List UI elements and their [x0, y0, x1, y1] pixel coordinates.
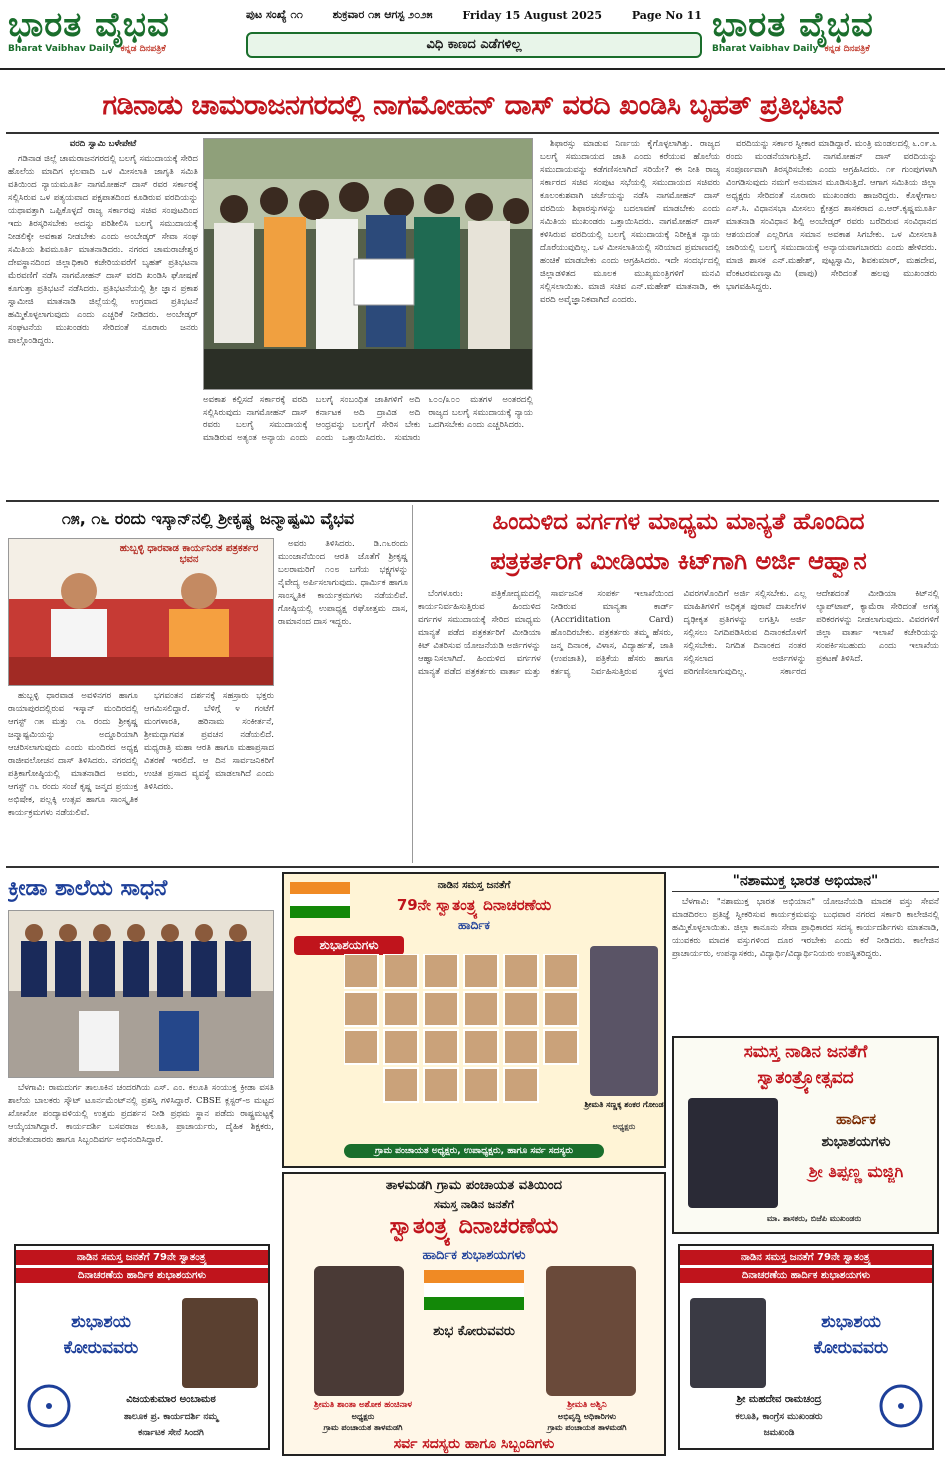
logo-right [712, 6, 942, 64]
officer-portrait [546, 1266, 636, 1396]
media-body-text: ಬೆಂಗಳೂರು: ಪತ್ರಿಕೋದ್ಯಮದಲ್ಲಿ ಕಾರ್ಯನಿರ್ವಹಿಸುತ್ತಿರುವ ಹಿಂದುಳಿದ ವರ್ಗಗಳ ಸಮುದಾಯಕ್ಕೆ ಸೇರಿದ ಮಾಧ್ಯಮ ಮಾನ್ಯತೆ ಪಡೆದ ಪತ್ರಕರ್ತರಿಗೆ ಮೀಡಿಯಾ ಕಿಟ್ ವಿತರಿಸುವ ಯೋಜನೆಯಡಿ ಅರ್ಜಿಗಳನ್ನು ಆಹ್ವಾನಿಸಲಾಗಿದೆ. ಹಿಂದುಳಿದ ವರ್ಗಗಳ ಮಾನ್ಯತೆ ಪಡೆದ ಪತ್ರಕರ್ತರು ವಾರ್ತಾ ಮತ್ತು ಸಾರ್ವಜನಿಕ ಸಂಪರ್ಕ ಇಲಾಖೆಯಿಂದ ನೀಡಿರುವ ಮಾನ್ಯತಾ ಕಾರ್ಡ್ (Accriditation Card) ಹೊಂದಿರಬೇಕು. ಪತ್ರಕರ್ತರು ತಮ್ಮ ಹೆಸರು, ಜನ್ಮ ದಿನಾಂಕ, ವಿಳಾಸ, ವಿದ್ಯಾರ್ಹತೆ, ಜಾತಿ (ಉಪಜಾತಿ), ಪತ್ರಿಕೆಯ ಹೆಸರು ಹಾಗೂ ಕರ್ತವ್ಯ ನಿರ್ವಹಿಸುತ್ತಿರುವ ಸ್ಥಳದ ವಿವರಗಳೊಂದಿಗೆ ಅರ್ಜಿ ಸಲ್ಲಿಸಬೇಕು. ಎಲ್ಲ ಮಾಹಿತಿಗಳಿಗೆ ಅಧಿಕೃತ ಪುರಾವೆ ದಾಖಲೆಗಳ ದೃಢೀಕೃತ ಪ್ರತಿಗಳನ್ನು ಲಗತ್ತಿಸಿ ಅರ್ಜಿ ಸಲ್ಲಿಸಲು ನಿಗದಿಪಡಿಸಿರುವ ದಿನಾಂಕದೊಳಗೆ ಸಲ್ಲಿಸಬೇಕು. ನಿಗದಿತ ದಿನಾಂಕದ ನಂತರ ಸಲ್ಲಿಸಲಾದ ಅರ್ಜಿಗಳನ್ನು ಪರಿಗಣಿಸಲಾಗುವುದಿಲ್ಲ. ಸರ್ಕಾರದ ಆದೇಶದಂತೆ ಮೀಡಿಯಾ ಕಿಟ್‌ನಲ್ಲಿ ಲ್ಯಾಪ್‌ಟಾಪ್, ಕ್ಯಾಮೆರಾ ಸೇರಿದಂತೆ ಅಗತ್ಯ ಪರಿಕರಗಳನ್ನು ನೀಡಲಾಗುವುದು. ವಿವರಗಳಿಗೆ ಜಿಲ್ಲಾ ವಾರ್ತಾ ಇಲಾಖೆ ಕಚೇರಿಯನ್ನು ಸಂಪರ್ಕಿಸಬಹುದು ಎಂದು ಇಲಾಖೆಯ ಪ್ರಕಟಣೆ ತಿಳಿಸಿದೆ. [418, 589, 939, 677]
ad-subtitle: ಹಾರ್ದಿಕ [458, 918, 490, 932]
iskcon-body-c: ಅವರು ತಿಳಿಸಿದರು. ಡಿ.೧೬ರಂದು ಮುಂಜಾನೆಯಿಂದ ಆರತಿ ಜೊತೆಗೆ ಶ್ರೀಕೃಷ್ಣ ಬಲರಾಮರಿಗೆ ೧೦೮ ಬಗೆಯ ಭಕ್ಷ್ಯಗಳನ್ನು ನೈವೇದ್ಯ ಅರ್ಪಿಸಲಾಗುವುದು. ಧಾರ್ಮಿಕ ಹಾಗೂ ಸಾಂಸ್ಕೃತಿಕ ಕಾರ್ಯಕ್ರಮಗಳು ನಡೆಯಲಿವೆ. ಗೋಷ್ಠಿಯಲ್ಲಿ ಉಪಾಧ್ಯಕ್ಷ ರಘೋತ್ತಮ ದಾಸ, ರಾಮಾನಂದ ದಾಸ ಇದ್ದರು. [278, 539, 408, 627]
nasha-body [672, 896, 939, 1034]
lead-body-4: ವರದಿಯನ್ನು ಸರ್ಕಾರ ಸ್ವೀಕಾರ ಮಾಡಿದ್ದಾರೆ. ಮಂತ್ರಿ ಮಂಡಲದಲ್ಲಿ ೬.೦೯.೬ ರಂದು ಮಂಡನೆಯಾಗುತ್ತಿದೆ. ನಾಗಮೋಹನ್ ದಾಸ್ ವರದಿಯನ್ನು ಸಂಪೂರ್ಣವಾಗಿ ತಿರಸ್ಕರಿಸಬೇಕು ಎಂದು ಆಗ್ರಹಿಸಿದರು. ೧೯ ಗುಂಪುಗಳಾಗಿ ವಿಂಗಡಿಸುವುದು ನಮಗೆ ಅನುಮಾನ ಮೂಡಿಸುತ್ತಿದೆ. ಆಗಾಗ ಸಮಿತಿಯ ಜಿಲ್ಲಾ ಅಧ್ಯಕ್ಷರು ಸೇರಿದಂತೆ ನೂರಾರು ಮುಖಂಡರು ಹಾಜರಿದ್ದರು. ಕೊಳ್ಳೇಗಾಲ ಎಸ್.ಸಿ. ವಿಧಾನಸಭಾ ಮೀಸಲು ಕ್ಷೇತ್ರದ ಶಾಸಕರಾದ ಎ.ಆರ್.ಕೃಷ್ಣಮೂರ್ತಿ ಮಾತನಾಡಿ ಸಂವಿಧಾನ ಶಿಲ್ಪಿ ಅಂಬೇಡ್ಕರ್ ರವರು ಬರೆದಿರುವ ಸಂವಿಧಾನದ ಆಶಯದಂತೆ ಎಲ್ಲರಿಗೂ ಸಮಾನ ಅವಕಾಶ ಸಿಗಬೇಕು. ಒಳ ಮೀಸಲಾತಿ ಜಾರಿಯಲ್ಲಿ ಬಲಗೈ ಸಮುದಾಯಕ್ಕೆ ಅನ್ಯಾಯವಾಗಬಾರದು ಎಂದು ಹೇಳಿದರು. ಮಾಜಿ ಶಾಸಕ ಎನ್.ಮಹೇಶ್, ಪುಟ್ಟಸ್ವಾಮಿ, ಶಿವಕುಮಾರ್, ಮಹದೇವ, ವೆಂಕಟರಮಣಸ್ವಾಮಿ (ಪಾಪು) ಸೇರಿದಂತೆ ಹಲವು ಮುಖಂಡರು ಭಾಗವಹಿಸಿದ್ದರು. [726, 139, 937, 292]
ad-left-person-org: ಗ್ರಾಮ ಪಂಚಾಯತ ತಾಳಮಡಗಿ [323, 1423, 403, 1432]
masthead [0, 0, 945, 70]
ad-title: ದಿನಾಚರಣೆಯ ಹಾರ್ದಿಕ ಶುಭಾಶಯಗಳು [16, 1268, 268, 1283]
ad-person-name: ಶ್ರೀ ತಿಪ್ಪಣ್ಣ ಮಜ್ಜಿಗಿ [808, 1162, 904, 1181]
sponsor-portrait [690, 1298, 766, 1388]
ad-right-person-name: ಶ್ರೀಮತಿ ಅಶ್ವಿನಿ [567, 1400, 607, 1410]
ad-person-name: ವಿಜಯಕುಮಾರ ಅಂಬಾಮಠ [126, 1394, 216, 1405]
ad-greeting: ನಾಡಿನ ಸಮಸ್ತ ಜನತೆಗೆ 79ನೇ ಸ್ವಾತಂತ್ರ್ಯ [16, 1250, 268, 1265]
iskcon-body-b: ಭಗವಂತನ ದರ್ಶನಕ್ಕೆ ಸಹಸ್ರಾರು ಭಕ್ತರು ಆಗಮಿಸಲಿದ್ದಾರೆ. ಬೆಳಿಗ್ಗೆ ೪ ಗಂಟೆಗೆ ಮಂಗಳಾರತಿ, ಹರಿನಾಮ ಸಂಕೀರ್ತನೆ, ಶ್ರೀಮದ್ಭಾಗವತ ಪ್ರವಚನ ನಡೆಯಲಿದೆ. ಮಧ್ಯರಾತ್ರಿ ಮಹಾ ಆರತಿ ಹಾಗೂ ಮಹಾಪ್ರಸಾದ ವಿತರಣೆ ಇರಲಿದೆ. ಆ ದಿನ ಸಾರ್ವಜನಿಕರಿಗೆ ಉಚಿತ ಪ್ರಸಾದ ವ್ಯವಸ್ಥೆ ಮಾಡಲಾಗಿದೆ ಎಂದು ತಿಳಿಸಿದರು. [144, 691, 274, 792]
media-body [418, 588, 939, 863]
protest-photo-caption: ಅವಕಾಶ ಕಲ್ಪಿಸದೆ ಸರ್ಕಾರಕ್ಕೆ ವರದಿ ಸಲ್ಲಿಸಿರುವುದು ನಾಗಮೋಹನ್ ದಾಸ್ ರವರು ಬಲಗೈ ಸಮುದಾಯಕ್ಕೆ ಮಾಡಿರುವ ಅತ್ಯಂತ ಅನ್ಯಾಯ ಎಂದು ಬಲಗೈ ಸಂಬಂಧಿತ ಜಾತಿಗಳಿಗೆ ಅದಿ ಕರ್ನಾಟಕ ಅದಿ ದ್ರಾವಿಡ ಅದಿ ಆಂಧ್ರವನ್ನು ಬಲಗೈಗೆ ಸೇರಿಸ ಬೇಕು ಎಂದು ಒತ್ತಾಯಿಸಿದರು. ಸುಮಾರು ೬೦೦/೩೦೦ ಮತಗಳ ಅಂತರದಲ್ಲಿ ರಾಜ್ಯದ ಬಲಗೈ ಸಮುದಾಯಕ್ಕೆ ನ್ಯಾಯ ಒದಗಿಸಬೇಕು ಎಂದು ಎಚ್ಚರಿಸಿದರು. [203, 395, 533, 443]
masthead-motto: ವಿಧಿ ಕಾಣದ ಎಡೆಗಳಿಲ್ಲ [246, 32, 702, 58]
ad-person-role: ತಾಲೂಕ ಪ್ರ. ಕಾರ್ಯದರ್ಶಿ ನಮ್ಮ [123, 1412, 219, 1422]
lead-column-3 [540, 138, 720, 496]
media-headline-line1: ಹಿಂದುಳಿದ ವರ್ಗಗಳ ಮಾಧ್ಯಮ ಮಾನ್ಯತೆ ಹೊಂದಿದ [492, 509, 865, 535]
ad-sponsor-line: ತಾಳಮಡಗಿ ಗ್ರಾಮ ಪಂಚಾಯತ ವತಿಯಿಂದ [385, 1178, 563, 1193]
nasha-headline: "ನಶಾಮುಕ್ತ ಭಾರತ ಅಭಿಯಾನ" [672, 870, 939, 892]
logo-left [8, 6, 238, 64]
ad-left-person-name: ಶ್ರೀಮತಿ ಶಾಂತಾ ಅಶೋಕ ಹಂಚಿನಾಳ [314, 1400, 412, 1410]
ad-wishes-badge: ಶುಭಾಶಯಗಳು [294, 936, 404, 955]
ad-wishes-line2: ಕೋರುವವರು [63, 1338, 139, 1358]
media-headline-line2: ಪತ್ರಕರ್ತರಿಗೆ ಮೀಡಿಯಾ ಕಿಟ್‌ಗಾಗಿ ಅರ್ಜಿ ಆಹ್ವಾನ [490, 547, 867, 575]
protest-photo [203, 138, 533, 390]
ad-right-person-org: ಗ್ರಾಮ ಪಂಚಾಯತ ತಾಳಮಡಗಿ [547, 1423, 627, 1432]
sports-body-text: ಬೆಳಗಾವಿ: ರಾಮದುರ್ಗ ತಾಲೂಕಿನ ಚಂದರಗಿಯ ಎಸ್. ಎಂ. ಕಲೂತಿ ಸಂಯುಕ್ತ ಕ್ರೀಡಾ ವಸತಿ ಶಾಲೆಯ ಬಾಲಕರು ಸ್ಕೌಟ್ ಟೂರ್ನಮೆಂಟ್‌ನಲ್ಲಿ ಪ್ರಶಸ್ತಿ ಗಳಿಸಿದ್ದಾರೆ. CBSE ಕ್ಲಸ್ಟರ್-೮ ಮಟ್ಟದ ಖೋಖೋ ಪಂದ್ಯಾವಳಿಯಲ್ಲಿ ಉತ್ತಮ ಪ್ರದರ್ಶನ ನೀಡಿ ಪ್ರಥಮ ಸ್ಥಾನ ಪಡೆದು ರಾಷ್ಟ್ರಮಟ್ಟಕ್ಕೆ ಆಯ್ಕೆಯಾಗಿದ್ದಾರೆ. ಕಾರ್ಯದರ್ಶಿ ಬಸವರಾಜ ಕಲೂತಿ, ಪ್ರಾಚಾರ್ಯರು, ದೈಹಿಕ ಶಿಕ್ಷಕರು, ತರಬೇತುದಾರರು ಹಾಗೂ ಸಿಬ್ಬಂದಿವರ್ಗ ಅಭಿನಂದಿಸಿದ್ದಾರೆ. [8, 1083, 274, 1145]
sponsor-portrait [182, 1298, 258, 1388]
president-portrait [314, 1266, 404, 1396]
kannada-date: ಶುಕ್ರವಾರ ೧೫ ಆಗಸ್ಟ ೨೦೨೫ [332, 8, 433, 21]
ad-greeting: ಸಮಸ್ತ ನಾಡಿನ ಜನತೆಗೆ [743, 1042, 868, 1062]
independence-day-ad-mla [672, 1036, 939, 1234]
ashoka-chakra-icon [24, 1376, 74, 1436]
logo-sub-kn: ಕನ್ನಡ ದಿನಪತ್ರಿಕೆ [824, 44, 870, 54]
independence-day-ad-panchayat [282, 872, 666, 1168]
sports-team-photo [8, 910, 274, 1078]
issue-number: ಪುಟ ಸಂಖ್ಯೆ ೧೧ [246, 8, 303, 21]
ad-person-name: ಶ್ರೀಮತಿ ಸಣ್ಣಕ್ಕ ಶಂಕರ ಗೋಂಡ [584, 1100, 664, 1109]
ad-left-person-role: ಅಧ್ಯಕ್ಷರು [351, 1412, 375, 1421]
ad-subtitle: ಹಾರ್ದಿಕ ಶುಭಾಶಯಗಳು [422, 1248, 526, 1263]
independence-day-ad-karnataka-sene [14, 1244, 270, 1450]
logo-subtitle [8, 44, 238, 54]
logo-name: ಭಾರತ ವೈಭವ [8, 5, 170, 45]
independence-day-ad-congress [678, 1244, 934, 1450]
iskcon-headline: ೧೫, ೧೬ ರಂದು ಇಸ್ಕಾನ್‌ನಲ್ಲಿ ಶ್ರೀಕೃಷ್ಣ ಜನ್ಮಾಷ್ಟಮಿ ವೈಭವ [61, 509, 355, 528]
ad-subtitle: ಹಾರ್ದಿಕ [836, 1110, 876, 1128]
ad-title: ದಿನಾಚರಣೆಯ ಹಾರ್ದಿಕ ಶುಭಾಶಯಗಳು [680, 1268, 932, 1283]
ad-right-person-role: ಅಭಿವೃದ್ಧಿ ಅಧಿಕಾರಿಗಳು [557, 1412, 617, 1421]
iskcon-column-1 [8, 690, 138, 860]
ad-title: ಸ್ವಾತಂತ್ರ್ಯ ದಿನಾಚರಣೆಯ [389, 1214, 559, 1239]
ad-wishes: ಶುಭ ಕೋರುವವರು [433, 1324, 515, 1339]
independence-day-ad-talamadagi [282, 1172, 666, 1456]
divider [6, 866, 939, 868]
logo-sub-en: Bharat Vaibhav Daily [8, 44, 115, 54]
iskcon-photo [8, 538, 274, 686]
ad-greeting: ನಾಡಿನ ಸಮಸ್ತ ಜನತೆಗೆ 79ನೇ ಸ್ವಾತಂತ್ರ್ಯ [680, 1250, 932, 1265]
nasha-body-text: ಬೆಳಗಾವಿ: "ನಶಾಮುಕ್ತ ಭಾರತ ಅಭಿಯಾನ" ಯೋಜನೆಯಡಿ ಮಾದಕ ವಸ್ತು ಸೇವನೆ ಮಾಡದಿರಲು ಪ್ರತಿಜ್ಞೆ ಸ್ವೀಕರಿಸುವ ಕಾರ್ಯಕ್ರಮವನ್ನು ಬುಧವಾರ ನಗರದ ಸರ್ಕಾರಿ ಕಾಲೇಜಿನಲ್ಲಿ ಹಮ್ಮಿಕೊಳ್ಳಲಾಯಿತು. ಜಿಲ್ಲಾ ಕಾನೂನು ಸೇವಾ ಪ್ರಾಧಿಕಾರದ ಸದಸ್ಯ ಕಾರ್ಯದರ್ಶಿಗಳು ಮಾತನಾಡಿ, ಯುವಕರು ಮಾದಕ ವಸ್ತುಗಳಿಂದ ದೂರ ಇರಬೇಕು ಎಂದು ಕರೆ ನೀಡಿದರು. ಕಾಲೇಜಿನ ಪ್ರಾಚಾರ್ಯರು, ಉಪನ್ಯಾಸಕರು, ವಿದ್ಯಾರ್ಥಿ/ವಿದ್ಯಾರ್ಥಿನಿಯರು ಉಪಸ್ಥಿತರಿದ್ದರು. [672, 897, 939, 959]
ad-wishes-line1: ಶುಭಾಶಯ [821, 1312, 881, 1332]
page-number: Page No 11 [631, 8, 702, 22]
sports-body [8, 1082, 274, 1234]
ad-title: 79ನೇ ಸ್ವಾತಂತ್ರ್ಯ ದಿನಾಚರಣೆಯ [396, 896, 552, 914]
ad-person-role: ಮಾ. ಶಾಸಕರು, ಬಿಜೆಪಿ ಮುಖಂಡರು [766, 1214, 862, 1223]
lead-headline: ಗಡಿನಾಡು ಚಾಮರಾಜನಗರದಲ್ಲಿ ನಾಗಮೋಹನ್ ದಾಸ್ ವರದಿ ಖಂಡಿಸಿ ಬೃಹತ್ ಪ್ರತಿಭಟನೆ [102, 90, 843, 121]
sports-headline: ಕ್ರೀಡಾ ಶಾಲೆಯ ಸಾಧನೆ [8, 876, 168, 901]
photo-banner-text: ಹುಬ್ಬಳ್ಳಿ ಧಾರವಾಡ ಕಾರ್ಯನಿರತ ಪತ್ರಕರ್ತರ ಭವನ [119, 543, 259, 565]
lead-body-3: ಶಿಫಾರಸ್ಸು ಮಾಡುವ ನಿರ್ಣಯ ಕೈಗೊಳ್ಳಲಾಗಿತ್ತು. ರಾಜ್ಯದ ಬಲಗೈ ಸಮುದಾಯದ ಜಾತಿ ಎಂದು ಕರೆಯುವ ಹೊಲೆಯ ಸಮುದಾಯವನ್ನು ಕಡೆಗಣಿಸಲಾಗಿದೆ ಸರಿಯೇ? ಈ ನೀತಿ ರಾಜ್ಯ ಸರ್ಕಾರದ ಸಚಿವ ಸಂಪುಟ ಸಭೆಯಲ್ಲಿ ಸಮುದಾಯದ ಸಚಿವರು ಕೂಲಂಕುಶವಾಗಿ ಚರ್ಚೆಯನ್ನು ನಡೆಸಿ ನಾಗಮೋಹನ್ ದಾಸ್ ವರದಿಯ ಶಿಫಾರಸ್ಸುಗಳನ್ನು ಬದಲಾವಣೆ ಮಾಡಬೇಕು ಎಂದು ಸಮಿತಿಯ ಮುಖಂಡರು ಒತ್ತಾಯಿಸಿದರು. ನಾಗಮೋಹನ್ ದಾಸ್ ಕಳಿಸಿರುವ ವರದಿಯಲ್ಲಿ ಬಲಗೈ ಸಮುದಾಯಕ್ಕೆ ನಿರೀಕ್ಷಿತ ನ್ಯಾಯ ದೊರೆಯುವುದಿಲ್ಲ. ಒಳ ಮೀಸಲಾತಿಯಲ್ಲಿ ಸರಿಯಾದ ಪ್ರಮಾಣದಲ್ಲಿ ಹಂಚಿಕೆ ಮಾಡಬೇಕು ಎಂದು ಆಗ್ರಹಿಸಿದರು. ಇದೇ ಸಂದರ್ಭದಲ್ಲಿ ಜಿಲ್ಲಾಡಳಿತದ ಮೂಲಕ ಮುಖ್ಯಮಂತ್ರಿಗಳಿಗೆ ಮನವಿ ಸಲ್ಲಿಸಲಾಯಿತು. ಮಾಜಿ ಸಚಿವ ಎನ್.ಮಹೇಶ್ ಮಾತನಾಡಿ, ಈ ವರದಿ ಅವೈಜ್ಞಾನಿಕವಾಗಿದೆ ಎಂದರು. [540, 139, 720, 305]
iskcon-body-a: ಹುಬ್ಬಳ್ಳಿ ಧಾರವಾಡ ಅವಳಿನಗರ ಹಾಗೂ ರಾಯಾಪುರದಲ್ಲಿರುವ ಇಸ್ಕಾನ್ ಮಂದಿರದಲ್ಲಿ ಆಗಸ್ಟ್ ೧೫ ಮತ್ತು ೧೬ ರಂದು ಶ್ರೀಕೃಷ್ಣ ಜನ್ಮಾಷ್ಟಮಿಯನ್ನು ಅದ್ದೂರಿಯಾಗಿ ಆಚರಿಸಲಾಗುವುದು ಎಂದು ಮಂದಿರದ ಅಧ್ಯಕ್ಷ ರಾಜೀವಲೋಚನ ದಾಸ್ ತಿಳಿಸಿದರು. ನಗರದಲ್ಲಿ ಪತ್ರಿಕಾಗೋಷ್ಠಿಯಲ್ಲಿ ಮಾತನಾಡಿದ ಅವರು, ಆಗಸ್ಟ್ ೧೬ ರಂದು ಸಂಜೆ ಕೃಷ್ಣ ಜನ್ಮದ ಪ್ರಯುಕ್ತ ಅಭಿಷೇಕ, ಪಲ್ಲಕ್ಕಿ ಉತ್ಸವ ಹಾಗೂ ಸಾಂಸ್ಕೃತಿಕ ಕಾರ್ಯಕ್ರಮಗಳು ನಡೆಯಲಿವೆ. [8, 691, 138, 818]
iskcon-column-2 [144, 690, 274, 860]
ad-person-role: ಕಲೂತಿ, ಕಾಂಗ್ರೆಸ ಮುಖಂಡರು [735, 1412, 823, 1422]
ad-greeting: ಸಮಸ್ತ ನಾಡಿನ ಜನತೆಗೆ [434, 1198, 514, 1211]
lead-column-4 [726, 138, 937, 496]
ad-person-org: ಜಮಖಂಡಿ [763, 1428, 795, 1438]
issue-date: Friday 15 August 2025 [462, 8, 603, 22]
divider [6, 132, 939, 134]
ad-wishes: ಶುಭಾಶಯಗಳು [821, 1134, 891, 1150]
protest-crowd-illustration [204, 139, 533, 390]
ad-wishes-line1: ಶುಭಾಶಯ [71, 1312, 131, 1332]
ad-person-name: ಶ್ರೀ ಮಹದೇವ ರಾಮಚಂದ್ರ [736, 1394, 822, 1405]
ad-footer: ಸರ್ವ ಸದಸ್ಯರು ಹಾಗೂ ಸಿಬ್ಬಂದಿಗಳು [393, 1436, 555, 1452]
ad-person-org: ಕರ್ನಾಟಕ ಸೇನೆ ಸಿಂದಗಿ [138, 1428, 204, 1438]
iskcon-column-3 [278, 538, 408, 686]
lead-dateline: ವರದಿ ಸ್ವಾಮಿ ಬಳೇಪೇಟೆ [69, 139, 137, 149]
team-illustration [9, 911, 274, 1078]
mla-portrait [688, 1098, 778, 1208]
divider [6, 500, 939, 502]
flag-icon [424, 1270, 524, 1310]
ad-greeting: ನಾಡಿನ ಸಮಸ್ತ ಜನತೆಗೆ [437, 880, 511, 891]
lead-column-1 [8, 138, 198, 496]
logo-sub-en: Bharat Vaibhav Daily [712, 44, 819, 54]
ad-wishes-line2: ಕೋರುವವರು [813, 1338, 889, 1358]
logo-subtitle [712, 44, 942, 54]
ashoka-chakra-icon [876, 1376, 926, 1436]
logo-sub-kn: ಕನ್ನಡ ದಿನಪತ್ರಿಕೆ [120, 44, 166, 54]
ad-footer: ಗ್ರಾಮ ಪಂಚಾಯತ ಅಧ್ಯಕ್ಷರು, ಉಪಾಧ್ಯಕ್ಷರು, ಹಾಗೂ ಸರ್ವ ಸದಸ್ಯರು [344, 1144, 604, 1158]
lead-portrait [590, 946, 658, 1096]
member-portraits-grid [344, 954, 584, 1104]
ad-person-role: ಅಧ್ಯಕ್ಷರು [612, 1122, 636, 1131]
divider [412, 505, 413, 863]
lead-body-1: ಗಡಿನಾಡ ಜಿಲ್ಲೆ ಚಾಮರಾಜನಗರದಲ್ಲಿ ಬಲಗೈ ಸಮುದಾಯಕ್ಕೆ ಸೇರಿದ ಹೊಲೆಯ ಮಾದಿಗ ಛಲವಾದಿ ಒಳ ಮೀಸಲಾತಿ ಜಾಗೃತಿ ಸಮಿತಿ ವತಿಯಿಂದ ನ್ಯಾಯಮೂರ್ತಿ ನಾಗಮೋಹನ್ ದಾಸ್ ರವರ ಸರ್ಕಾರಕ್ಕೆ ಸಲ್ಲಿಸಿರುವ ಒಳ ಪತ್ಯಯವಾದ ಪಕ್ಷಪಾತದಿಂದ ಕೂಡಿರುವ ವರದಿಯನ್ನು ಯಥಾವತ್ತಾಗಿ ಒಪ್ಪಿಕೊಳ್ಳದೆ ರಾಜ್ಯ ಸರ್ಕಾರವು ಸಚಿವ ಸಂಪುಟದಿಂದ ಇದು ತಿರಸ್ಕರಿಸಬೇಕು ಅದನ್ನು ಪರಿಶೀಲಿಸಿ ಬಲಗೈ ಸಮುದಾಯಕ್ಕೆ ನೀಡಲಿಕ್ಕೇ ಅವಕಾಶ ನೀಡಬೇಕು ಎಂದು ಅಂಬೇಡ್ಕರ್ ಸೇವಾ ಸಂಘ ಸಮಿತಿಯ ಶಿವಮೂರ್ತಿ ಮಾತನಾಡಿದರು. ನಗರದ ಚಾಮರಾಜೇಶ್ವರ ದೇವಸ್ಥಾನದಿಂದ ಜಿಲ್ಲಾಧಿಕಾರಿ ಕಚೇರಿಯವರೆಗೆ ಬೃಹತ್ ಪ್ರತಿಭಟನಾ ಮೆರವಣಿಗೆ ನಡೆಸಿ ನಾಗಮೋಹನ್ ದಾಸ್ ವರದಿ ಖಂಡಿಸಿ ಘೋಷಣೆ ಕೂಗುತ್ತಾ ಪ್ರತಿಭಟನೆ ನಡೆಸಿದರು. ಪ್ರತಿಭಟನೆಯಲ್ಲಿ ಶ್ರೀ ಜ್ಞಾನ ಪ್ರಕಾಶ ಸ್ವಾಮೀಜಿ ಮಾತನಾಡಿ ಜಿಲ್ಲೆಯಲ್ಲಿ ಉಗ್ರವಾದ ಪ್ರತಿಭಟನೆ ಹಮ್ಮಿಕೊಳ್ಳಲಾಗುವುದು ಎಂದು ಎಚ್ಚರಿಕೆ ನೀಡಿದರು. ಅಂಬೇಡ್ಕರ್ ಸಂಘಟನೆಯ ಮುಖಂಡರು ಸೇರಿದಂತೆ ನೂರಾರು ಜನರು ಪಾಲ್ಗೊಂಡಿದ್ದರು. [8, 154, 198, 346]
ad-title: ಸ್ವಾತಂತ್ರ್ಯೋತ್ಸವದ [757, 1068, 854, 1088]
issue-meta [246, 4, 702, 26]
logo-name: ಭಾರತ ವೈಭವ [712, 5, 874, 45]
